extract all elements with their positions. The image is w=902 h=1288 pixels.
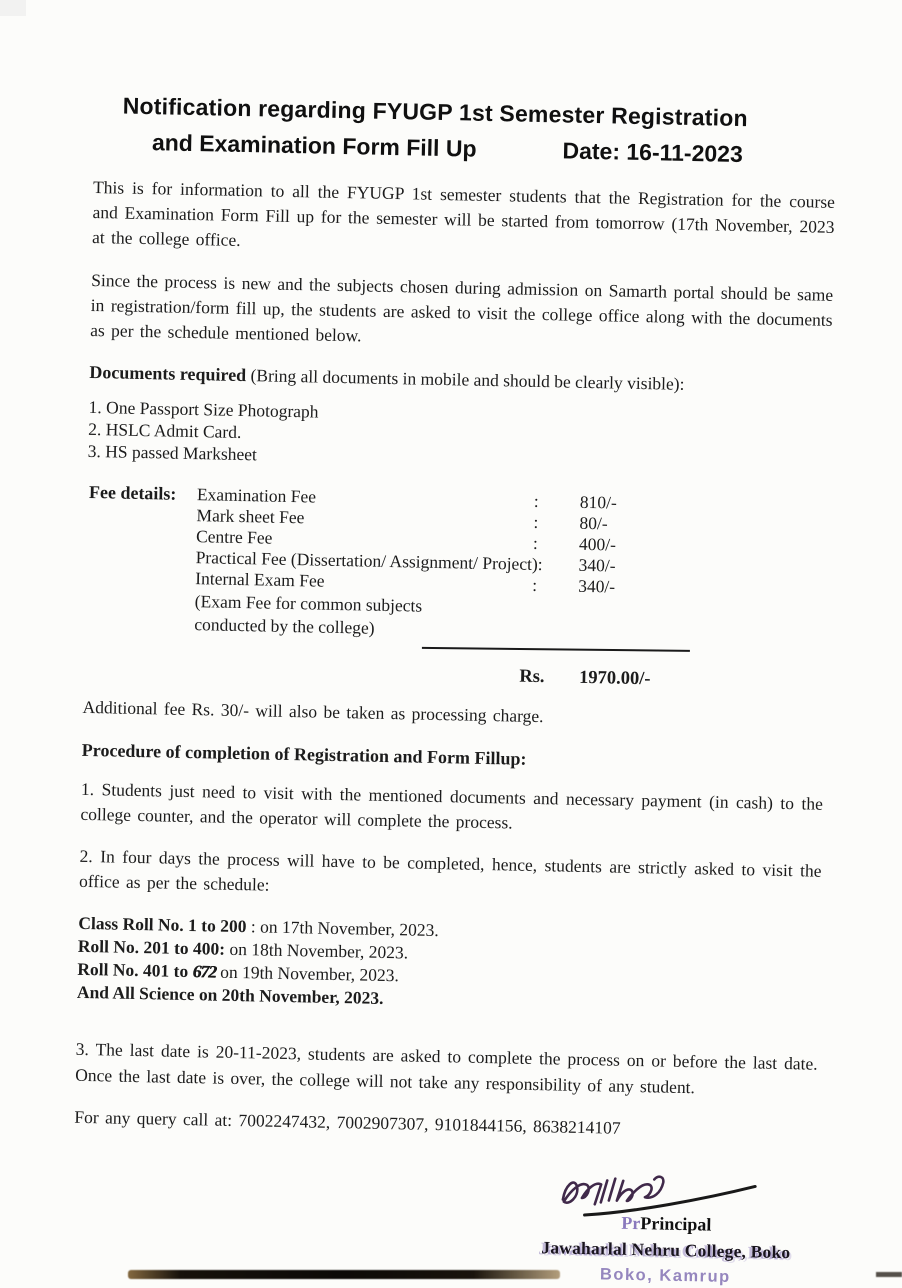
fee-amount: 80/- bbox=[579, 513, 608, 535]
schedule-roll-range: And All Science on 20th November, 2023. bbox=[77, 981, 384, 1007]
documents-required-label: Documents required bbox=[89, 362, 246, 385]
schedule-date: : on 17th November, 2023. bbox=[246, 916, 439, 940]
scan-edge-dash bbox=[876, 1272, 902, 1277]
schedule-roll-range: Roll No. 201 to 400: bbox=[78, 935, 226, 958]
fee-details-label: Fee details: bbox=[89, 482, 177, 505]
document-item: 2. HSLC Admit Card. bbox=[88, 418, 830, 455]
additional-fee-note: Additional fee Rs. 30/- will also be taken as processing charge. bbox=[82, 695, 824, 735]
role-label: Principal bbox=[640, 1213, 711, 1234]
fee-name: Internal Exam Fee bbox=[195, 568, 532, 596]
procedure-heading: Procedure of completion of Registration and Form Fillup: bbox=[82, 737, 824, 777]
fee-total-row bbox=[519, 664, 825, 696]
process-paragraph: Since the process is new and the subjects chosen during admission on Samarth portal should be same in registration/form fill up, the students are asked to visit the college office along with the documents as per the schedule mentioned below. bbox=[90, 267, 833, 357]
fee-amount: 340/- bbox=[578, 576, 615, 598]
fee-name: Examination Fee bbox=[197, 484, 534, 512]
title-line-1: Notification regarding FYUGP 1st Semester Registration bbox=[122, 93, 836, 134]
intro-paragraph: This is for information to all the FYUGP 1st semester students that the Registration for the course and Examination Form Fill up for the semester will be started from tomorrow (17th November, 2023 at the college office. bbox=[92, 175, 835, 265]
query-contact-line: For any query call at: 7002247432, 7002907307, 9101844156, 8638214107 bbox=[74, 1105, 816, 1145]
procedure-step-1: 1. Students just need to visit with the mentioned documents and necessary payment (in cash) to the college counter, and the operator will complete the process. bbox=[80, 776, 823, 841]
fee-name: Centre Fee bbox=[196, 526, 533, 554]
procedure-step-2: 2. In four days the process will have to be completed, hence, students are strictly asked to visit the office as per the schedule: bbox=[79, 844, 822, 909]
notification-document bbox=[71, 92, 837, 1288]
fee-name: Practical Fee (Dissertation/ Assignment/ Project): bbox=[195, 547, 578, 576]
stamp-overlap-text: Pr bbox=[621, 1212, 640, 1232]
document-date: Date: 16-11-2023 bbox=[562, 137, 743, 168]
document-item: 1. One Passport Size Photograph bbox=[88, 396, 830, 433]
schedule-roll-range: Roll No. 401 to bbox=[77, 958, 193, 980]
fee-amount: 400/- bbox=[579, 534, 616, 556]
scan-edge-bar bbox=[128, 1270, 560, 1279]
scan-corner-smudge bbox=[0, 0, 26, 16]
last-date-paragraph: 3. The last date is 20-11-2023, students are asked to complete the process on or before the last date. Once the last date is over, the college will not take any responsibility of any student. bbox=[75, 1035, 818, 1102]
documents-required-note: (Bring all documents in mobile and should be clearly visible): bbox=[246, 365, 685, 394]
signature-block bbox=[509, 1156, 823, 1288]
title-line-2-text: and Examination Form Fill Up bbox=[152, 129, 477, 163]
fee-note-line-1: (Exam Fee for common subjects bbox=[195, 591, 827, 625]
document-item: 3. HS passed Marksheet bbox=[88, 440, 830, 477]
college-place-stamp: Boko, Kamrup bbox=[509, 1263, 821, 1288]
schedule-date: on 18th November, 2023. bbox=[225, 938, 408, 962]
fee-amount: 340/- bbox=[578, 555, 615, 577]
fee-details-block bbox=[84, 482, 829, 648]
fee-colon: : bbox=[533, 533, 579, 555]
fee-colon: : bbox=[534, 491, 580, 513]
total-currency: Rs. bbox=[519, 667, 545, 688]
title-line-2 bbox=[94, 128, 836, 170]
fee-note-line-2: conducted by the college) bbox=[194, 614, 826, 648]
schedule-date: on 19th November, 2023. bbox=[216, 961, 399, 985]
documents-list bbox=[88, 396, 831, 477]
signatory-role bbox=[510, 1210, 822, 1237]
roll-number-schedule bbox=[77, 911, 821, 1018]
total-divider-line bbox=[422, 647, 690, 652]
document-title bbox=[94, 92, 837, 170]
fee-colon: : bbox=[533, 512, 579, 534]
college-name-line: Jawaharlal Nehru College, Boko bbox=[510, 1236, 822, 1263]
schedule-roll-range: Class Roll No. 1 to 200 bbox=[78, 912, 247, 935]
total-amount: 1970.00/- bbox=[579, 668, 651, 689]
documents-required-heading bbox=[89, 360, 831, 400]
fee-name: Mark sheet Fee bbox=[196, 505, 533, 533]
fee-amount: 810/- bbox=[580, 492, 617, 514]
fee-colon: : bbox=[532, 575, 578, 597]
handwritten-correction: 672 bbox=[192, 961, 216, 981]
